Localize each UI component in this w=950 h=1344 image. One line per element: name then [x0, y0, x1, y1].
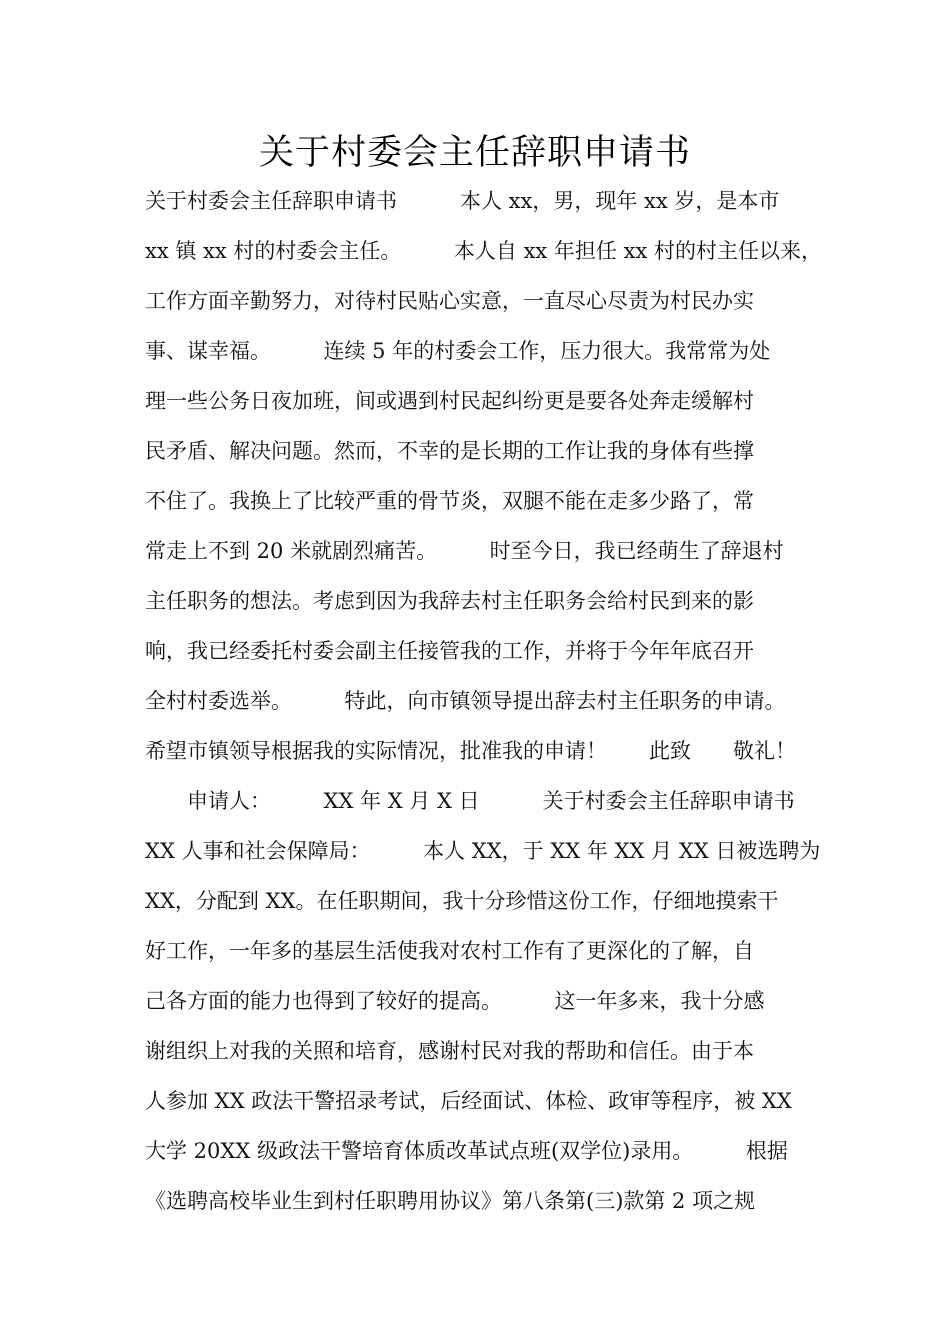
body-line: 谢组织上对我的关照和培育，感谢村民对我的帮助和信任。由于本 — [145, 1039, 754, 1063]
body-line: 申请人： XX 年 X 月 X 日 关于村委会主任辞职申请书 — [145, 789, 795, 813]
document-title: 关于村委会主任辞职申请书 — [258, 133, 691, 173]
body-line: XX，分配到 XX。在任职期间，我十分珍惜这份工作，仔细地摸索干 — [145, 889, 779, 913]
body-line: 全村村委选举。 特此，向市镇领导提出辞去村主任职务的申请。 — [145, 689, 786, 713]
body-line: 不住了。我换上了比较严重的骨节炎，双腿不能在走多少路了，常 — [145, 489, 754, 513]
body-line: 事、谋幸福。 连续 5 年的村委会工作，压力很大。我常常为处 — [145, 339, 771, 363]
body-line: xx 镇 xx 村的村委会主任。 本人自 xx 年担任 xx 村的村主任以来， — [145, 239, 822, 263]
body-line: 己各方面的能力也得到了较好的提高。 这一年多来，我十分感 — [145, 989, 765, 1013]
body-line: 民矛盾、解决问题。然而，不幸的是长期的工作让我的身体有些撑 — [145, 439, 754, 463]
body-line: 理一些公务日夜加班，间或遇到村民起纠纷更是要各处奔走缓解村 — [145, 389, 754, 413]
body-line: 工作方面辛勤努力，对待村民贴心实意，一直尽心尽责为村民办实 — [145, 289, 754, 313]
body-line: 主任职务的想法。考虑到因为我辞去村主任职务会给村民到来的影 — [145, 589, 754, 613]
body-line: 常走上不到 20 米就剧烈痛苦。 时至今日，我已经萌生了辞退村 — [145, 539, 784, 563]
body-line: 大学 20XX 级政法干警培育体质改革试点班(双学位)录用。 根据 — [145, 1139, 788, 1163]
body-line: 响，我已经委托村委会副主任接管我的工作，并将于今年年底召开 — [145, 639, 754, 663]
body-line: 人参加 XX 政法干警招录考试，后经面试、体检、政审等程序，被 XX — [145, 1089, 792, 1113]
body-line: 好工作，一年多的基层生活使我对农村工作有了更深化的了解，自 — [145, 939, 754, 963]
body-line: XX 人事和社会保障局： 本人 XX，于 XX 年 XX 月 XX 日被选聘为 — [145, 839, 821, 863]
body-line: 关于村委会主任辞职申请书 本人 xx，男，现年 xx 岁，是本市 — [145, 189, 780, 213]
body-line: 《选聘高校毕业生到村任职聘用协议》第八条第(三)款第 2 项之规 — [145, 1189, 756, 1213]
body-line: 希望市镇领导根据我的实际情况，批准我的申请！ 此致 敬礼！ — [145, 739, 796, 763]
